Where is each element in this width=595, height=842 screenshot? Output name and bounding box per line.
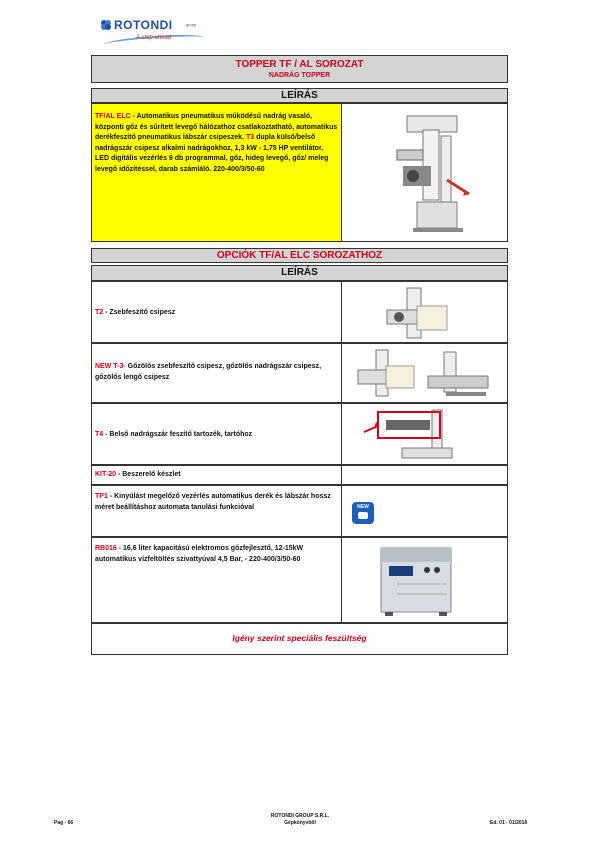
- option-row: [91, 537, 508, 623]
- option-code: T2: [95, 309, 104, 316]
- pocket-clamp-image: [377, 286, 477, 340]
- option-image-cell: [342, 538, 507, 622]
- steam-generator-image: [377, 544, 457, 620]
- option-row: [91, 343, 508, 403]
- option-row: [91, 281, 508, 343]
- main-item-text-a: Automatikus pneumatikus működésű nadrág vasaló, központi gőz és sűrített levegő hálózathoz csatlakoztatható, automatikus derékfeszítő pneumatikus lábszár csipeszek.: [95, 113, 338, 141]
- option-row: [91, 403, 508, 465]
- brand-slogan: A step ahead: [136, 35, 172, 41]
- option-image-cell: [342, 344, 507, 402]
- option-description: [92, 466, 342, 484]
- new-badge-label: NEW: [357, 504, 369, 510]
- option-row: [91, 465, 508, 485]
- title-block: [91, 55, 508, 83]
- option-code: T4: [95, 431, 104, 438]
- option-image-cell: [342, 404, 507, 464]
- options-header: LEÍRÁS: [91, 265, 508, 281]
- page-number: Pag - 66: [54, 820, 74, 826]
- option-image-cell: [342, 466, 507, 484]
- option-description: [92, 344, 342, 402]
- option-text: Gőzölős zsebfeszítő csipesz, gőzölős nadrágszár csipesz, gőzölős lengő csipesz: [95, 363, 322, 381]
- brand-group: group: [186, 22, 197, 27]
- main-item-code2: T3: [245, 134, 255, 141]
- option-row: [91, 485, 508, 537]
- special-voltage-note: Igény szerint speciális feszültség: [232, 633, 367, 643]
- option-description: [92, 282, 342, 342]
- option-image-cell: [342, 282, 507, 342]
- option-description: [92, 486, 342, 536]
- main-item-row: [91, 103, 508, 242]
- section-header: LEÍRÁS: [91, 88, 508, 103]
- hand-icon: [358, 512, 368, 519]
- brand-name: ROTONDI: [114, 18, 173, 32]
- page-subtitle: NADRÁG TOPPER: [268, 72, 331, 79]
- option-text: 16,6 liter kapacitású elektromos gőzfejlesztő, 12-15kW automatikus vízfeltöltés szivattyúval 4,5 Bar, - 220-400/3/50-60: [95, 545, 304, 563]
- special-voltage-row: [91, 623, 508, 655]
- option-description: [92, 538, 342, 622]
- options-title: OPCIÓK TF/AL ELC SOROZATHOZ: [91, 248, 508, 263]
- inner-stretcher-image: [362, 408, 492, 464]
- main-item-text-b: dupla külső/belső nadrágszár csipesz alkalmi nadrágokhoz, 1,3 kW - 1,75 HP ventilátor, LED digitális vezérlés 9 db programmal, gőz, hideg levegő, gőz/ meleg levegő időzítéssel, darab számláló. 220-400/3/50-60: [95, 134, 329, 173]
- footer-company: ROTONDI GROUP S.R.L.: [270, 813, 330, 819]
- option-text: - Beszerelő készlet: [116, 471, 181, 478]
- main-item-code: TF/AL ELC -: [95, 113, 137, 120]
- option-text: - Zsebfeszítő csipesz: [103, 309, 176, 316]
- option-code: TP1: [95, 493, 108, 500]
- footer-subtitle: Gépkönyvből: [284, 820, 316, 826]
- option-code: RB016 -: [95, 545, 124, 552]
- footer-edition: Ed. 01 - 01/2016: [490, 820, 528, 826]
- topper-machine-image: [377, 110, 477, 238]
- option-description: [92, 404, 342, 464]
- clover-icon: [100, 19, 112, 31]
- new-badge-icon: [352, 502, 374, 524]
- steam-clamps-image: [346, 348, 506, 400]
- page-title: TOPPER TF / AL SOROZAT: [235, 59, 364, 70]
- main-item-image-cell: [342, 104, 507, 241]
- company-logo: [96, 16, 206, 50]
- option-text: - Belső nadrágszár feszítő tartozék, tartóhoz: [103, 431, 253, 438]
- option-text: - Kinyúlást megelőző vezérlés automatikus derék és lábszár hossz méret beállításhoz automata tanulási funkcióval: [95, 493, 331, 511]
- option-image-cell: [342, 486, 507, 536]
- main-item-description: [92, 104, 342, 241]
- option-code: KIT-20: [95, 471, 117, 478]
- option-code: NEW T-3-: [95, 363, 126, 370]
